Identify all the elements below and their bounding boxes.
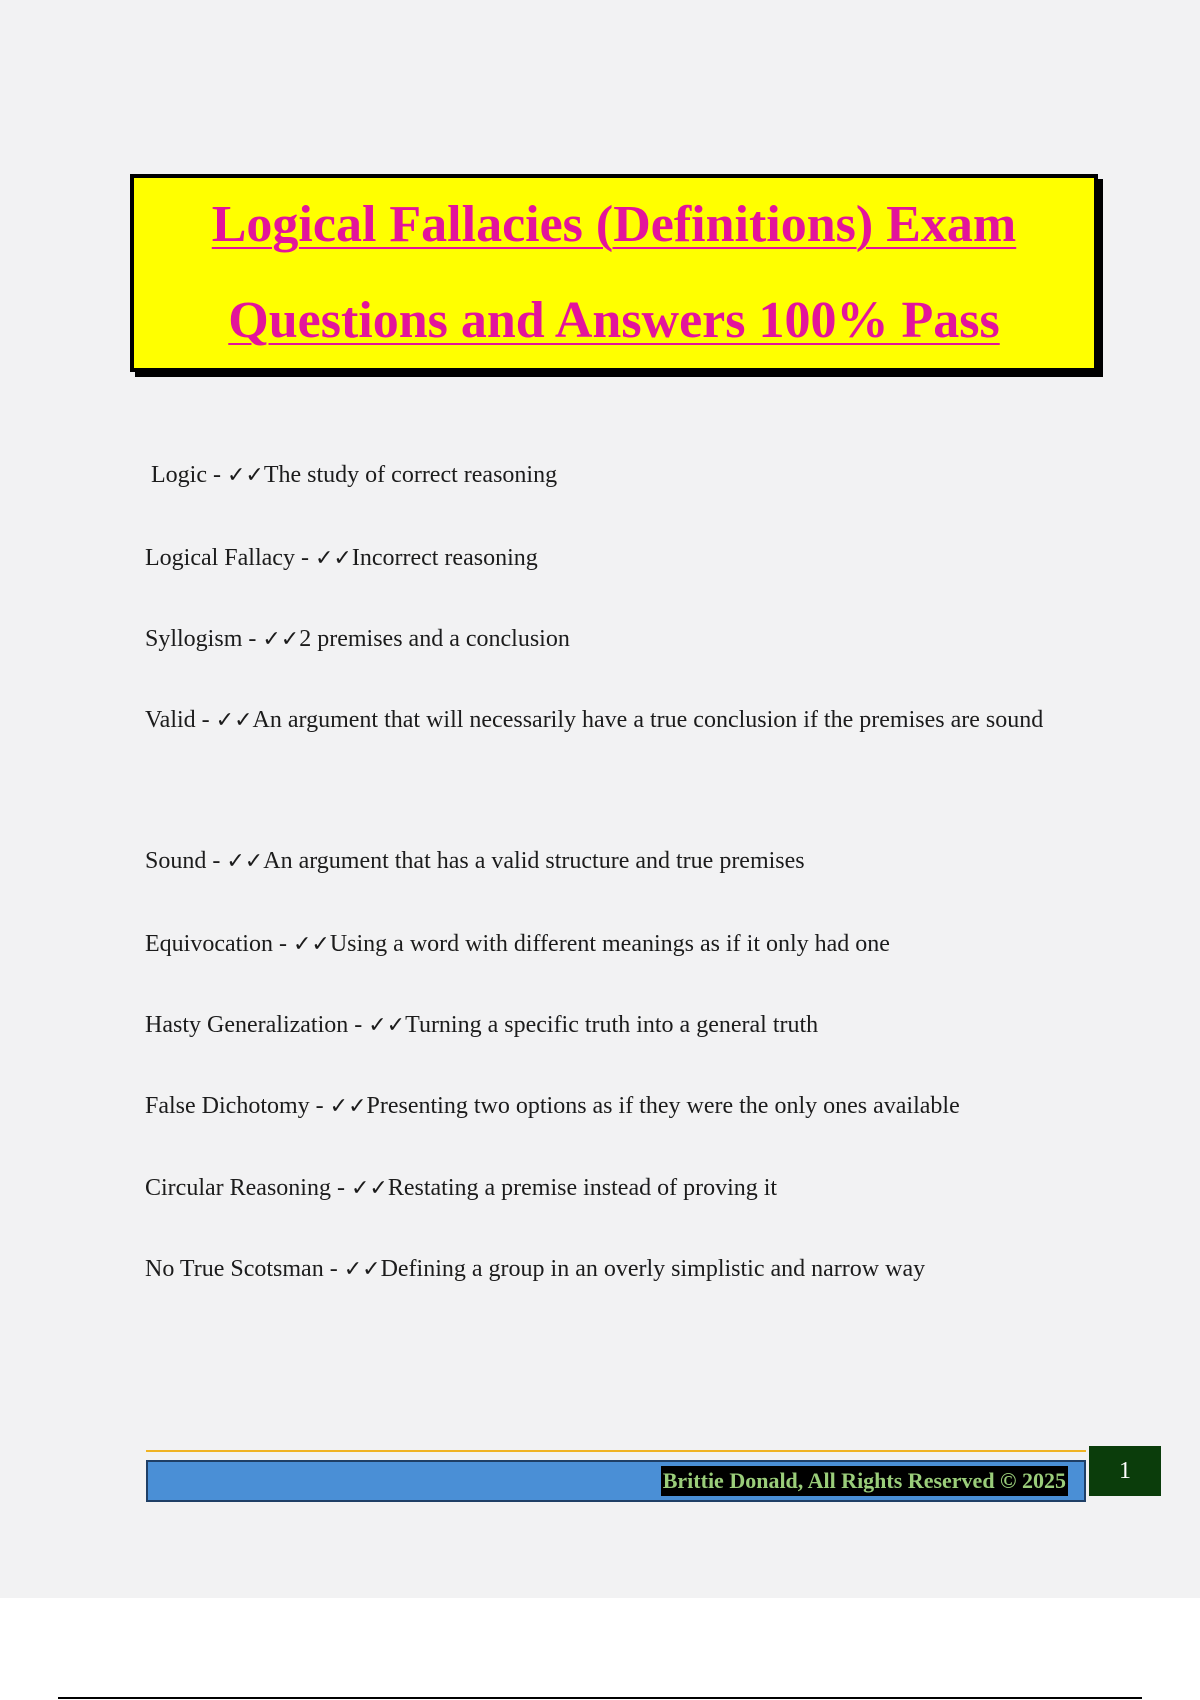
copyright-text: Brittie Donald, All Rights Reserved © 2025 <box>661 1466 1068 1496</box>
qa-definition: Presenting two options as if they were the only ones available <box>366 1093 960 1119</box>
check-mark-icon: ✓✓ <box>350 1176 388 1201</box>
qa-term: Valid <box>145 707 196 733</box>
qa-term: Equivocation <box>145 931 273 957</box>
check-mark-icon: ✓✓ <box>343 1257 381 1282</box>
qa-definition: Using a word with different meanings as if it only had one <box>329 931 890 957</box>
qa-term: Syllogism <box>145 626 243 652</box>
qa-term: Sound <box>145 848 207 874</box>
title-line-2: Questions and Answers 100% Pass <box>228 292 1000 349</box>
footer-divider <box>146 1450 1086 1452</box>
qa-term: Logic <box>151 462 207 488</box>
bottom-divider <box>58 1697 1142 1699</box>
check-mark-icon: ✓✓ <box>329 1094 367 1119</box>
check-mark-icon: ✓✓ <box>314 546 352 571</box>
qa-item: Logic - ✓✓The study of correct reasoning <box>151 462 558 488</box>
qa-term: Logical Fallacy <box>145 545 295 571</box>
qa-definition: The study of correct reasoning <box>263 462 558 488</box>
qa-term: False Dichotomy <box>145 1093 310 1119</box>
qa-definition: Incorrect reasoning <box>351 545 538 571</box>
qa-item: No True Scotsman - ✓✓Defining a group in an overly simplistic and narrow way <box>145 1256 926 1282</box>
page-number: 1 <box>1089 1446 1161 1496</box>
footer-bar <box>146 1460 1086 1502</box>
check-mark-icon: ✓✓ <box>262 627 300 652</box>
check-mark-icon: ✓✓ <box>226 849 264 874</box>
qa-item: Syllogism - ✓✓2 premises and a conclusion <box>145 626 570 652</box>
qa-definition: Restating a premise instead of proving it <box>387 1175 778 1201</box>
title-box <box>130 174 1098 372</box>
check-mark-icon: ✓✓ <box>292 932 330 957</box>
qa-definition: An argument that will necessarily have a true conclusion if the premises are sound <box>252 707 1044 733</box>
qa-term: No True Scotsman <box>145 1256 324 1282</box>
check-mark-icon: ✓✓ <box>215 708 253 733</box>
qa-item: Sound - ✓✓An argument that has a valid structure and true premises <box>145 848 805 874</box>
qa-item: False Dichotomy - ✓✓Presenting two options as if they were the only ones available <box>145 1093 960 1119</box>
qa-item: Circular Reasoning - ✓✓Restating a premise instead of proving it <box>145 1175 778 1201</box>
qa-item: Hasty Generalization - ✓✓Turning a specific truth into a general truth <box>145 1012 819 1038</box>
qa-term: Hasty Generalization <box>145 1012 349 1038</box>
qa-definition: 2 premises and a conclusion <box>299 626 570 652</box>
qa-item: Equivocation - ✓✓Using a word with different meanings as if it only had one <box>145 931 890 957</box>
qa-term: Circular Reasoning <box>145 1175 331 1201</box>
qa-item: Logical Fallacy - ✓✓Incorrect reasoning <box>145 545 538 571</box>
title-line-1: Logical Fallacies (Definitions) Exam <box>211 196 1017 253</box>
qa-definition: Turning a specific truth into a general truth <box>405 1012 819 1038</box>
qa-definition: An argument that has a valid structure and true premises <box>263 848 805 874</box>
check-mark-icon: ✓✓ <box>368 1013 406 1038</box>
check-mark-icon: ✓✓ <box>226 463 264 488</box>
qa-item: Valid - ✓✓An argument that will necessarily have a true conclusion if the premises are sound <box>145 707 1044 733</box>
qa-definition: Defining a group in an overly simplistic and narrow way <box>380 1256 926 1282</box>
